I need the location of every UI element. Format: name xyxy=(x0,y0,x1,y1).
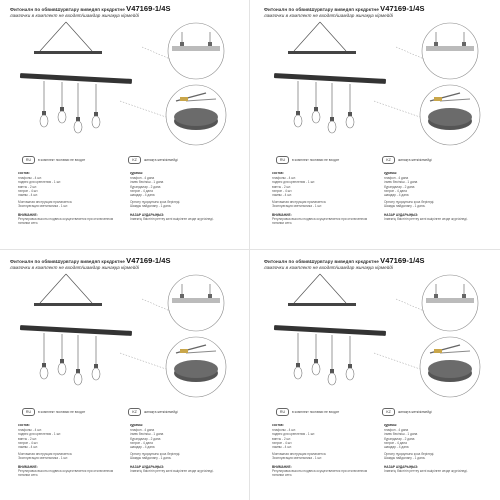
panel-title-text: Фитоналн по обвивШурвтару виведяп кркдрктне xyxy=(10,7,125,12)
badge-kz-text: жинақта жеткізілмейді xyxy=(144,410,178,414)
mounting-detail-bottom xyxy=(166,337,226,397)
spec-item: плафон - 4 дана xyxy=(130,428,155,433)
lang-kz-icon: KZ xyxy=(382,156,395,164)
model-number: V47169-1/4S xyxy=(380,256,425,265)
warning-text: Регулировка высоты подвеса осуществляется при отключенном питании сети. xyxy=(272,216,368,226)
spec-item: лампы - 4 шт. xyxy=(18,193,38,198)
standard-note: Шамды пайдалану - 1 дана. xyxy=(130,204,172,209)
badge-kz xyxy=(128,408,178,416)
panel-subtitle: ламгочки в комплект не входят/шамдар жинаққа кірмейді xyxy=(10,12,140,18)
spec-column-ru xyxy=(18,171,120,225)
spec-item: шамдар - 4 дана xyxy=(130,193,155,198)
spec-columns xyxy=(10,423,242,489)
warning-heading: НАЗАР АУДАРЫҢЫЗ: xyxy=(384,212,419,217)
spec-heading: состав: xyxy=(18,423,30,427)
install-note: Орнату нұсқаулығы қоса беріледі. xyxy=(130,452,181,457)
spec-column-kz xyxy=(384,171,486,221)
pendant-lamp-drawing xyxy=(20,274,132,385)
lang-ru-icon: RU xyxy=(22,408,35,416)
install-note: Монтажная инструкция прилагается. xyxy=(272,452,327,457)
spec-item: патрон - 4 дана xyxy=(130,440,153,445)
pendant-lamp-drawing xyxy=(20,22,132,133)
spec-item: плафоны - 4 шт. xyxy=(18,428,42,433)
warning-heading: ВНИМАНИЕ: xyxy=(18,212,38,217)
spec-item: бұрандалар - 2 дана xyxy=(130,184,161,189)
spec-item: плафоны - 4 шт. xyxy=(272,176,296,181)
pendant-lamp-drawing xyxy=(274,22,386,133)
spec-item: винты - 2 шт. xyxy=(272,436,292,441)
spec-item: подвес для крепления - 1 шт. xyxy=(18,432,62,437)
spec-item: плафоны - 4 шт. xyxy=(18,176,42,181)
spec-item: лампы - 4 шт. xyxy=(18,445,38,450)
standard-note: Эксплуатация светильника - 1 шт. xyxy=(18,456,69,461)
panel-title-text: Фитоналн по обвивШурвтару виведяп кркдрктне xyxy=(264,7,379,12)
spec-item: ілмек бекіткіш - 1 дана xyxy=(130,180,164,185)
cut-line-horizontal xyxy=(0,249,500,250)
standard-note: Шамды пайдалану - 1 дана. xyxy=(384,204,426,209)
mounting-detail-top xyxy=(422,275,478,331)
panel-title xyxy=(10,258,242,270)
spec-item: бұрандалар - 2 дана xyxy=(384,184,415,189)
spec-item: лампы - 4 шт. xyxy=(272,193,292,198)
model-number: V47169-1/4S xyxy=(380,4,425,13)
spec-item: шамдар - 4 дана xyxy=(384,193,409,198)
spec-columns xyxy=(264,423,496,489)
warning-heading: ВНИМАНИЕ: xyxy=(18,464,38,469)
badge-ru-text: в комплект поставки не входят xyxy=(38,158,86,162)
spec-item: патрон - 4 дана xyxy=(384,188,407,193)
badge-kz-text: жинақта жеткізілмейді xyxy=(398,158,432,162)
spec-item: подвес для крепления - 1 шт. xyxy=(272,432,316,437)
install-note: Орнату нұсқаулығы қоса беріледі. xyxy=(384,200,435,205)
spec-column-ru xyxy=(272,171,374,225)
badge-kz xyxy=(382,156,432,164)
product-illustration xyxy=(10,19,242,157)
spec-column-kz xyxy=(130,423,232,473)
model-number: V47169-1/4S xyxy=(126,256,171,265)
warning-text: Ілмектің биіктігін реттеу желі өшірілген кезде жүргізіледі. xyxy=(384,468,468,473)
mounting-detail-bottom xyxy=(420,85,480,145)
badge-ru-text: в комплект поставки не входят xyxy=(38,410,86,414)
badge-ru-text: в комплект поставки не входят xyxy=(292,410,340,414)
spec-item: ілмек бекіткіш - 1 дана xyxy=(384,432,418,437)
spec-item: ілмек бекіткіш - 1 дана xyxy=(384,180,418,185)
spec-item: винты - 2 шт. xyxy=(272,184,292,189)
warning-text: Ілмектің биіктігін реттеу желі өшірілген кезде жүргізіледі. xyxy=(130,216,214,221)
badge-ru xyxy=(276,408,339,416)
instruction-panel-1 xyxy=(10,6,242,238)
badge-ru xyxy=(276,156,339,164)
spec-item: бұрандалар - 2 дана xyxy=(384,436,415,441)
panel-title xyxy=(264,258,496,270)
spec-heading: құрамы: xyxy=(130,171,144,175)
install-note: Монтажная инструкция прилагается. xyxy=(18,452,73,457)
mounting-detail-top xyxy=(168,275,224,331)
lang-ru-icon: RU xyxy=(276,156,289,164)
warning-heading: НАЗАР АУДАРЫҢЫЗ: xyxy=(384,464,419,469)
panel-title-text: Фитоналн по обвивШурвтару виведяп кркдрктне xyxy=(264,259,379,264)
warning-text: Ілмектің биіктігін реттеу желі өшірілген кезде жүргізіледі. xyxy=(384,216,468,221)
spec-column-ru xyxy=(18,423,120,477)
spec-item: плафон - 4 дана xyxy=(130,176,155,181)
lang-kz-icon: KZ xyxy=(382,408,395,416)
badge-kz xyxy=(128,156,178,164)
spec-columns xyxy=(264,171,496,237)
lang-ru-icon: RU xyxy=(22,156,35,164)
standard-note: Эксплуатация светильника - 1 шт. xyxy=(272,456,323,461)
language-badges xyxy=(264,156,496,166)
mounting-detail-bottom xyxy=(420,337,480,397)
panel-subtitle: ламгочки в комплект не входят/шамдар жинаққа кірмейді xyxy=(264,264,394,270)
spec-item: подвес для крепления - 1 шт. xyxy=(272,180,316,185)
warning-text: Регулировка высоты подвеса осуществляется при отключенном питании сети. xyxy=(272,468,368,478)
spec-item: патрон - 4 шт. xyxy=(18,440,39,445)
product-illustration xyxy=(10,271,242,409)
standard-note: Эксплуатация светильника - 1 шт. xyxy=(18,204,69,209)
lang-kz-icon: KZ xyxy=(128,156,141,164)
spec-item: плафоны - 4 шт. xyxy=(272,428,296,433)
cut-line-vertical xyxy=(249,0,250,500)
spec-item: подвес для крепления - 1 шт. xyxy=(18,180,62,185)
warning-text: Ілмектің биіктігін реттеу желі өшірілген кезде жүргізіледі. xyxy=(130,468,214,473)
standard-note: Шамды пайдалану - 1 дана. xyxy=(130,456,172,461)
mounting-detail-top xyxy=(422,23,478,79)
warning-heading: ВНИМАНИЕ: xyxy=(272,212,292,217)
badge-kz-text: жинақта жеткізілмейді xyxy=(398,410,432,414)
instruction-panel-2 xyxy=(264,6,496,238)
spec-item: ілмек бекіткіш - 1 дана xyxy=(130,432,164,437)
language-badges xyxy=(10,408,242,418)
spec-heading: состав: xyxy=(272,171,284,175)
spec-item: патрон - 4 дана xyxy=(130,188,153,193)
badge-ru-text: в комплект поставки не входят xyxy=(292,158,340,162)
badge-kz xyxy=(382,408,432,416)
panel-subtitle: ламгочки в комплект не входят/шамдар жинаққа кірмейді xyxy=(264,12,394,18)
spec-column-kz xyxy=(130,171,232,221)
warning-heading: ВНИМАНИЕ: xyxy=(272,464,292,469)
spec-heading: состав: xyxy=(18,171,30,175)
warning-text: Регулировка высоты подвеса осуществляется при отключенном питании сети. xyxy=(18,468,114,478)
instruction-panel-4 xyxy=(264,258,496,490)
spec-item: шамдар - 4 дана xyxy=(130,445,155,450)
spec-columns xyxy=(10,171,242,237)
spec-item: плафон - 4 дана xyxy=(384,176,409,181)
badge-ru xyxy=(22,408,85,416)
spec-item: патрон - 4 дана xyxy=(384,440,407,445)
install-note: Монтажная инструкция прилагается. xyxy=(18,200,73,205)
panel-subtitle: ламгочки в комплект не входят/шамдар жинаққа кірмейді xyxy=(10,264,140,270)
spec-item: винты - 2 шт. xyxy=(18,184,38,189)
spec-column-ru xyxy=(272,423,374,477)
model-number: V47169-1/4S xyxy=(126,4,171,13)
product-illustration xyxy=(264,271,496,409)
spec-item: винты - 2 шт. xyxy=(18,436,38,441)
instruction-panel-3 xyxy=(10,258,242,490)
install-note: Монтажная инструкция прилагается. xyxy=(272,200,327,205)
warning-text: Регулировка высоты подвеса осуществляется при отключенном питании сети. xyxy=(18,216,114,226)
spec-item: шамдар - 4 дана xyxy=(384,445,409,450)
standard-note: Шамды пайдалану - 1 дана. xyxy=(384,456,426,461)
lang-kz-icon: KZ xyxy=(128,408,141,416)
spec-heading: құрамы: xyxy=(384,423,398,427)
panel-title xyxy=(264,6,496,18)
mounting-detail-bottom xyxy=(166,85,226,145)
standard-note: Эксплуатация светильника - 1 шт. xyxy=(272,204,323,209)
spec-item: плафон - 4 дана xyxy=(384,428,409,433)
pendant-lamp-drawing xyxy=(274,274,386,385)
spec-column-kz xyxy=(384,423,486,473)
panel-title-text: Фитоналн по обвивШурвтару виведяп кркдрктне xyxy=(10,259,125,264)
warning-heading: НАЗАР АУДАРЫҢЫЗ: xyxy=(130,212,165,217)
warning-heading: НАЗАР АУДАРЫҢЫЗ: xyxy=(130,464,165,469)
spec-item: патрон - 4 шт. xyxy=(272,440,293,445)
product-illustration xyxy=(264,19,496,157)
panel-title xyxy=(10,6,242,18)
lang-ru-icon: RU xyxy=(276,408,289,416)
mounting-detail-top xyxy=(168,23,224,79)
spec-heading: состав: xyxy=(272,423,284,427)
badge-kz-text: жинақта жеткізілмейді xyxy=(144,158,178,162)
install-note: Орнату нұсқаулығы қоса беріледі. xyxy=(130,200,181,205)
install-note: Орнату нұсқаулығы қоса беріледі. xyxy=(384,452,435,457)
badge-ru xyxy=(22,156,85,164)
spec-heading: құрамы: xyxy=(384,171,398,175)
spec-heading: құрамы: xyxy=(130,423,144,427)
language-badges xyxy=(10,156,242,166)
spec-item: патрон - 4 шт. xyxy=(272,188,293,193)
spec-item: бұрандалар - 2 дана xyxy=(130,436,161,441)
spec-item: лампы - 4 шт. xyxy=(272,445,292,450)
language-badges xyxy=(264,408,496,418)
spec-item: патрон - 4 шт. xyxy=(18,188,39,193)
